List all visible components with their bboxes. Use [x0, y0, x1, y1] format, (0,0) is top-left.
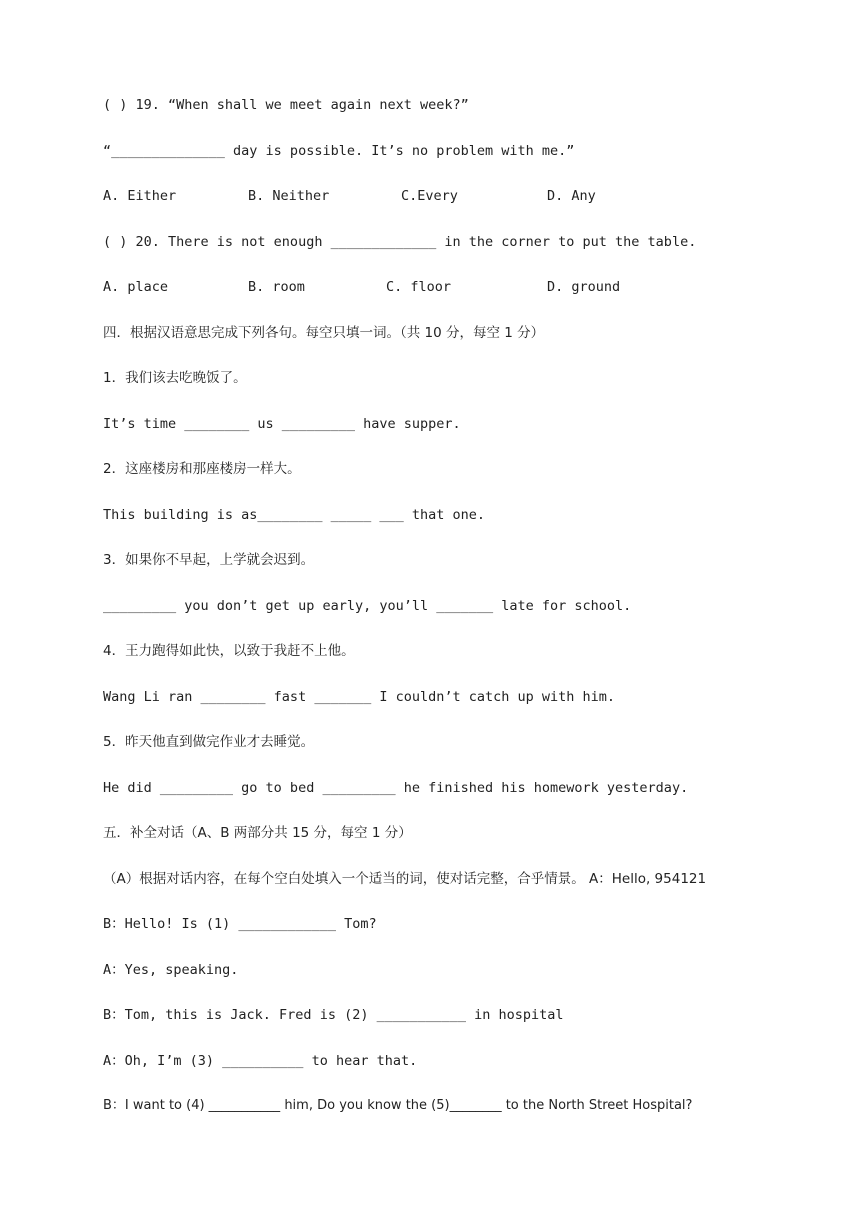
section4-item-2-en: This building is as________ _____ ___ that one.: [103, 507, 486, 523]
q20-option-b: B. room: [248, 279, 305, 295]
section4-item-3-en: _________ you don’t get up early, you’ll _______ late for school.: [103, 598, 632, 614]
q20-question: ( ) 20. There is not enough _____________ in the corner to put the table.: [103, 234, 697, 250]
section4-heading: 四．根据汉语意思完成下列各句。每空只填一词。（共 10 分，每空 1 分）: [103, 325, 545, 341]
q19-answer-line: “______________ day is possible. It’s no problem with me.”: [103, 143, 575, 159]
section5-intro: （A）根据对话内容，在每个空白处填入一个适当的词，使对话完整，合乎情景。 A：Hello, 954121: [103, 871, 707, 887]
q20-option-a: A. place: [103, 279, 169, 295]
q19-option-c: C.Every: [401, 188, 458, 204]
q19-option-d: D. Any: [547, 188, 596, 204]
dialogue-line-4: A：Oh, I’m (3) __________ to hear that.: [103, 1053, 418, 1069]
section4-item-5-en: He did _________ go to bed _________ he finished his homework yesterday.: [103, 780, 689, 796]
section4-item-1-cn: 1．我们该去吃晚饭了。: [103, 370, 247, 386]
dialogue-line-5: B：I want to (4) ___________ him, Do you know the (5)________ to the North Street Hospital?: [103, 1098, 693, 1113]
section4-item-3-cn: 3．如果你不早起，上学就会迟到。: [103, 552, 315, 568]
section4-item-4-en: Wang Li ran ________ fast _______ I couldn’t catch up with him.: [103, 689, 616, 705]
section4-item-2-cn: 2．这座楼房和那座楼房一样大。: [103, 461, 301, 477]
q19-option-b: B. Neither: [248, 188, 330, 204]
q19-option-a: A. Either: [103, 188, 177, 204]
dialogue-line-3: B：Tom, this is Jack. Fred is (2) ___________ in hospital: [103, 1007, 564, 1023]
q20-option-c: C. floor: [386, 279, 452, 295]
section5-heading: 五．补全对话（A、B 两部分共 15 分，每空 1 分）: [103, 825, 412, 841]
q20-option-d: D. ground: [547, 279, 621, 295]
q19-question: ( ) 19. “When shall we meet again next week?”: [103, 97, 469, 113]
dialogue-line-1: B：Hello! Is (1) ____________ Tom?: [103, 916, 377, 932]
section4-item-1-en: It’s time ________ us _________ have supper.: [103, 416, 461, 432]
section4-item-5-cn: 5．昨天他直到做完作业才去睡觉。: [103, 734, 315, 750]
dialogue-line-2: A：Yes, speaking.: [103, 962, 239, 978]
section4-item-4-cn: 4．王力跑得如此快，以致于我赶不上他。: [103, 643, 355, 659]
